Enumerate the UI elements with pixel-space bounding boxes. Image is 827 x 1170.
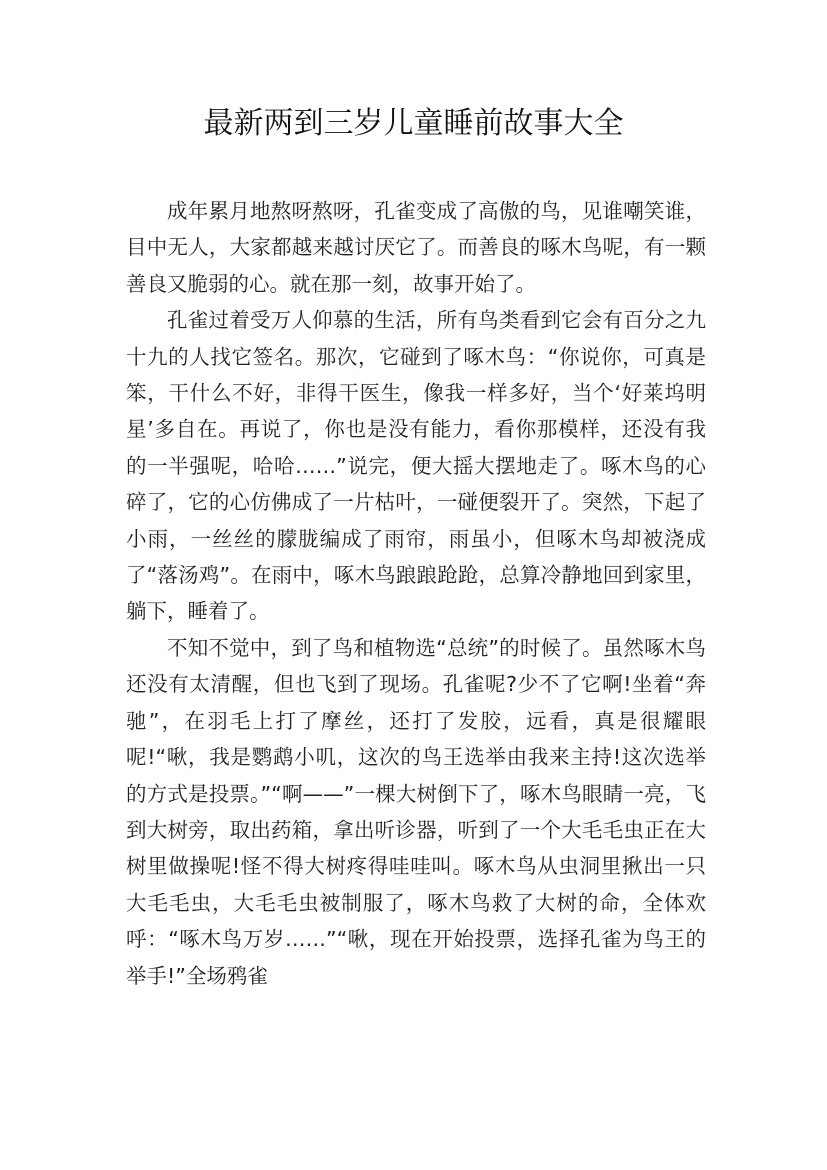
paragraph-3: 不知不觉中，到了鸟和植物选“总统”的时候了。虽然啄木鸟还没有太清醒，但也飞到了现场。孔雀呢?少不了它啊!坐着“奔驰”，在羽毛上打了摩丝，还打了发胶，远看，真是很耀眼呢!“啾，我是鹦鹉小叽，这次的鸟王选举由我来主持!这次选举的方式是投票。”“啊——”一棵大树倒下了，啄木鸟眼睛一亮，飞到大树旁，取出药箱，拿出听诊器，听到了一个大毛毛虫正在大树里做操呢!怪不得大树疼得哇哇叫。啄木鸟从虫洞里揪出一只大毛毛虫，大毛毛虫被制服了，啄木鸟救了大树的命，全体欢呼：“啄木鸟万岁……”“啾，现在开始投票，选择孔雀为鸟王的举手!”全场鸦雀 (126, 635, 706, 988)
paragraph-2: 孔雀过着受万人仰慕的生活，所有鸟类看到它会有百分之九十九的人找它签名。那次，它碰到了啄木鸟：“你说你，可真是笨，干什么不好，非得干医生，像我一样多好，当个‘好莱坞明星’多自在。再说了，你也是没有能力，看你那模样，还没有我的一半强呢，哈哈……”说完，便大摇大摆地走了。啄木鸟的心碎了，它的心仿佛成了一片枯叶，一碰便裂开了。突然，下起了小雨，一丝丝的朦胧编成了雨帘，雨虽小，但啄木鸟却被浇成了“落汤鸡”。在雨中，啄木鸟踉踉跄跄，总算冷静地回到家里，躺下，睡着了。 (126, 308, 706, 624)
document-title: 最新两到三岁儿童睡前故事大全 (203, 106, 624, 141)
paragraph-1: 成年累月地熬呀熬呀，孔雀变成了高傲的鸟，见谁嘲笑谁，目中无人，大家都越来越讨厌它了。而善良的啄木鸟呢，有一颗善良又脆弱的心。就在那一刻，故事开始了。 (126, 199, 706, 296)
document-body (126, 193, 706, 994)
